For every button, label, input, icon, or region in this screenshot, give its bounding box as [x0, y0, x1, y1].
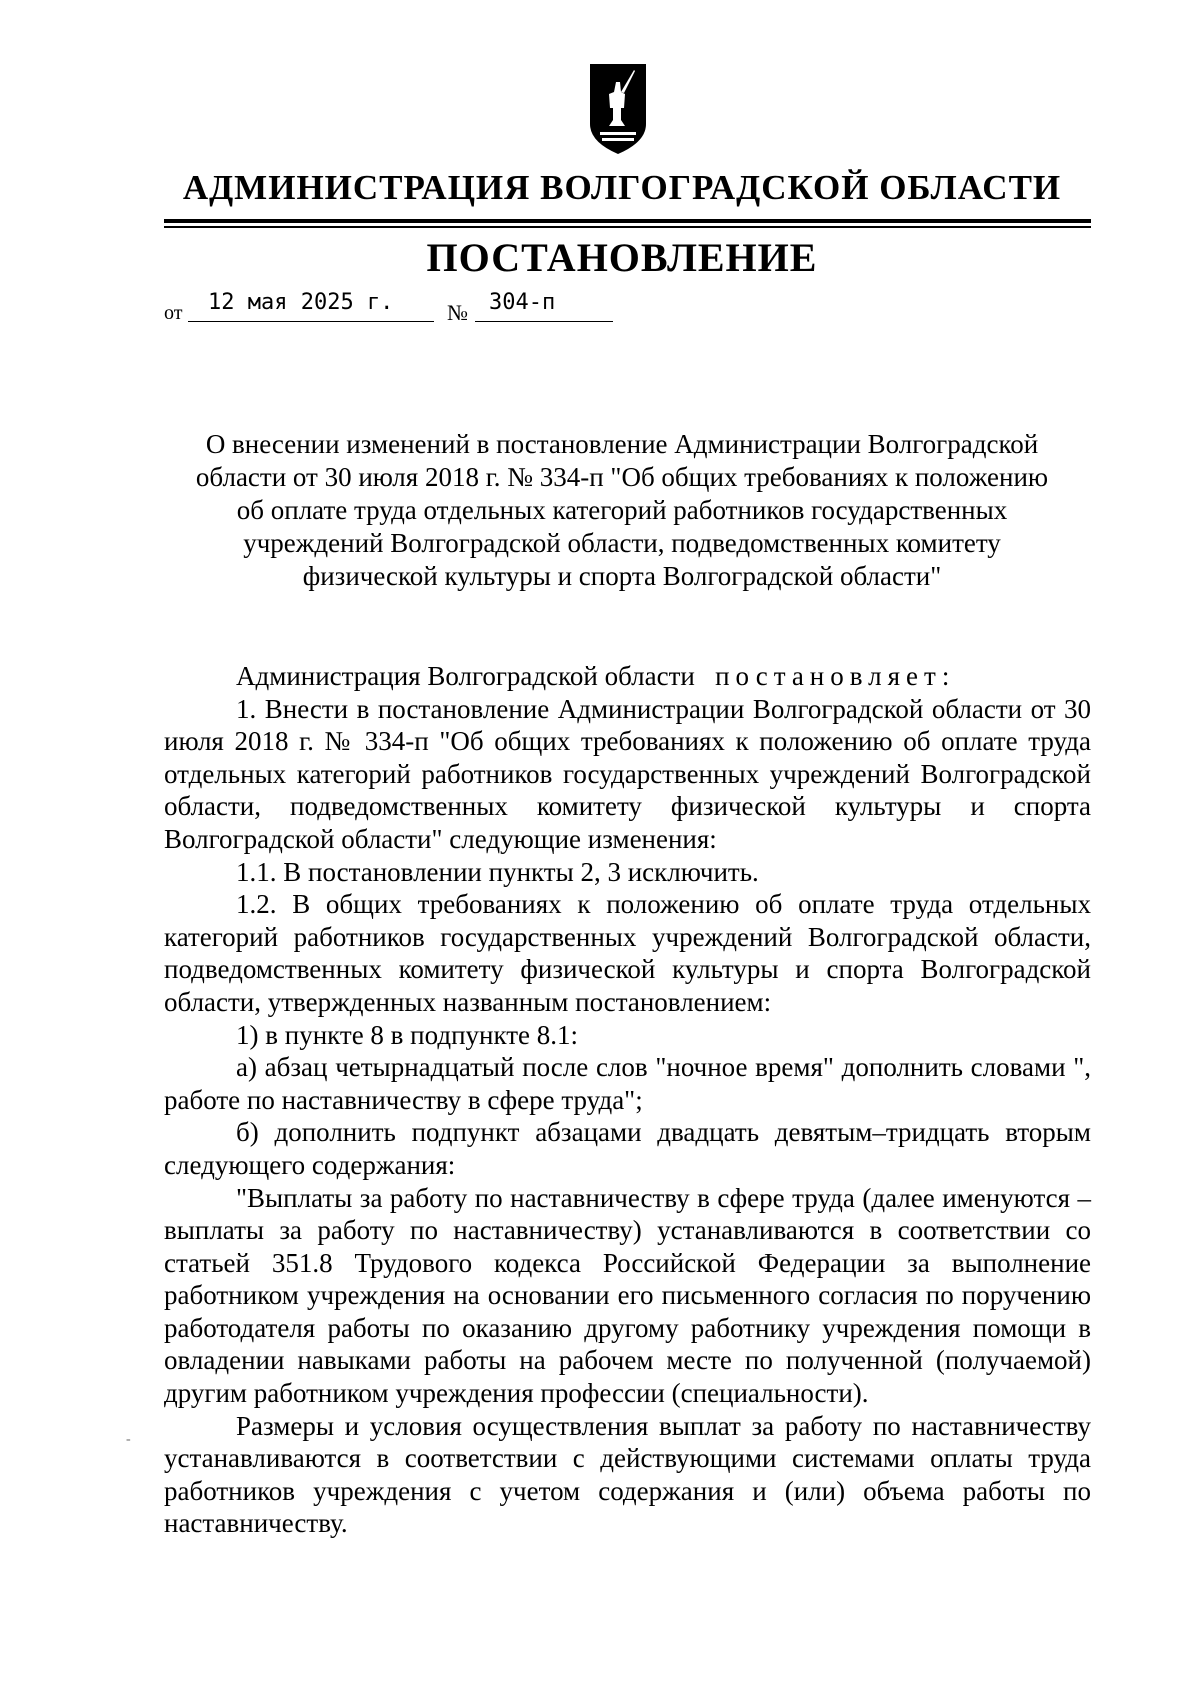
document-number: 304-п	[475, 290, 613, 322]
header-divider-thin	[164, 226, 1091, 228]
subject-line: об оплате труда отдельных категорий работников государственных	[236, 495, 1008, 525]
paragraph: "Выплаты за работу по наставничеству в сфере труда (далее именуются – выплаты за работу по наставничеству) устанавливаются в соответствии со статьей 351.8 Трудового кодекса Российской Федерации за выполнение работником учреждения на основании его письменного согласия по поручению работодателя работы по оказанию другому работнику учреждения помощи в овладении навыками работы на рабочем месте по полученной (получаемой) другим работником учреждения профессии (специальности).	[164, 1182, 1091, 1409]
document-body	[164, 660, 1091, 1540]
subject-line: физической культуры и спорта Волгоградской области"	[302, 561, 942, 591]
document-subject	[150, 428, 1094, 593]
subject-line: области от 30 июля 2018 г. № 334-п "Об общих требованиях к положению	[195, 462, 1049, 492]
document-date: 12 мая 2025 г.	[188, 290, 434, 322]
paragraph: б) дополнить подпункт абзацами двадцать девятым–тридцать вторым следующего содержания:	[164, 1117, 1091, 1180]
document-type-title: ПОСТАНОВЛЕНИЕ	[426, 235, 818, 280]
paragraph: 1.2. В общих требованиях к положению об оплате труда отдельных категорий работников государственных учреждений Волгоградской области, подведомственных комитету физической культуры и спорта Волгоградской области, утвержденных названным постановлением:	[164, 889, 1091, 1017]
paragraph: Размеры и условия осуществления выплат за работу по наставничеству устанавливаются в соответствии с действующими системами оплаты труда работников учреждения с учетом содержания и (или) объема работы по наставничеству.	[164, 1410, 1091, 1539]
paragraph: 1.1. В постановлении пункты 2, 3 исключить.	[236, 856, 759, 887]
preamble	[164, 660, 1091, 693]
preamble-subject: Администрация Волгоградской области	[236, 661, 695, 691]
margin-mark: -	[126, 1432, 131, 1447]
subject-line: учреждений Волгоградской области, подведомственных комитету	[243, 528, 1001, 558]
paragraph: 1. Внести в постановление Администрации Волгоградской области от 30 июля 2018 г. № 334-п "Об общих требованиях к положению об оплате труда отдельных категорий работников государственных учреждений Волгоградской области, подведомственных комитету физической культуры и спорта Волгоградской области" следующие изменения:	[164, 693, 1091, 854]
number-label: №	[447, 300, 468, 325]
coat-of-arms-icon	[588, 62, 648, 158]
organization-title: АДМИНИСТРАЦИЯ ВОЛГОГРАДСКОЙ ОБЛАСТИ	[182, 168, 1062, 207]
header-divider	[164, 219, 1091, 223]
subject-line: О внесении изменений в постановление Администрации Волгоградской	[205, 429, 1039, 459]
paragraph: а) абзац четырнадцатый после слов "ночное время" дополнить словами ", работе по наставничеству в сфере труда";	[164, 1052, 1091, 1115]
paragraph: 1) в пункте 8 в подпункте 8.1:	[236, 1019, 579, 1050]
preamble-verb: постановляет:	[715, 661, 956, 691]
date-from-label: от	[164, 302, 183, 324]
